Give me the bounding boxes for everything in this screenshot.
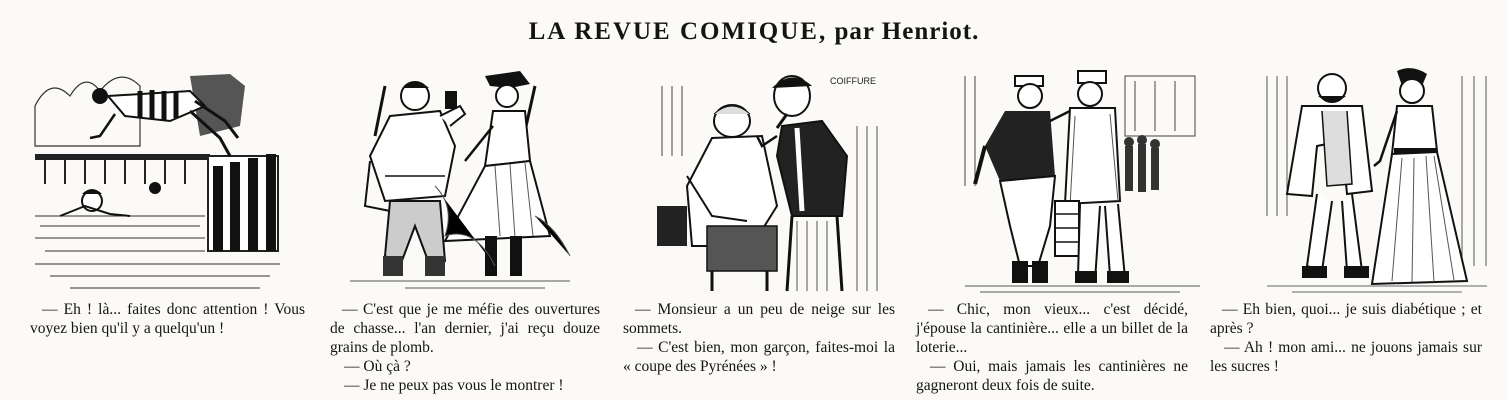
caption-line: — Eh ! là... faites donc attention ! Vous voyez bien qu'il y a quelqu'un ! (30, 301, 305, 337)
diver-over-swimmer-drawing (30, 66, 292, 298)
page-title (0, 18, 1508, 46)
panel-5-caption (1210, 300, 1482, 376)
caption-line: — Ah ! mon ami... ne jouons jamais sur les sucres ! (1210, 339, 1482, 375)
panel-2-caption (330, 300, 600, 395)
caption-line: — Monsieur a un peu de neige sur les sommets. (623, 301, 895, 337)
couple-talking-drawing (1262, 66, 1494, 298)
caption-line: — Où çà ? (344, 358, 411, 375)
panel-3-caption (623, 300, 895, 376)
caption-line: — Chic, mon vieux... c'est décidé, j'épouse la cantinière... elle a un billet de la loterie... (916, 301, 1188, 356)
barber-and-client-drawing (652, 66, 894, 298)
two-soldiers-drawing (960, 66, 1205, 298)
panel-3-illustration (652, 66, 894, 298)
caption-line: — C'est que je me méfie des ouvertures de chasse... l'an dernier, j'ai reçu douze grains de plomb. (330, 301, 600, 356)
caption-line: — C'est bien, mon garçon, faites-moi la « coupe des Pyrénées » ! (623, 339, 895, 375)
panel-4-illustration (960, 66, 1205, 298)
panel-4-caption (916, 300, 1188, 395)
caption-line: — Eh bien, quoi... je suis diabétique ; et après ? (1210, 301, 1482, 337)
caption-line: — Je ne peux pas vous le montrer ! (344, 377, 564, 394)
panel-1-caption (30, 300, 305, 338)
title-author: par Henriot. (834, 18, 980, 45)
hunters-meeting-drawing (345, 66, 577, 298)
panel-1-illustration (30, 66, 292, 298)
panel-2-illustration (345, 66, 577, 298)
caption-line: — Oui, mais jamais les cantinières ne gagneront deux fois de suite. (916, 358, 1188, 394)
title-main: LA REVUE COMIQUE, (528, 18, 828, 45)
panel-5-illustration (1262, 66, 1494, 298)
barber-shop-sign: COIFFURE (830, 76, 876, 86)
